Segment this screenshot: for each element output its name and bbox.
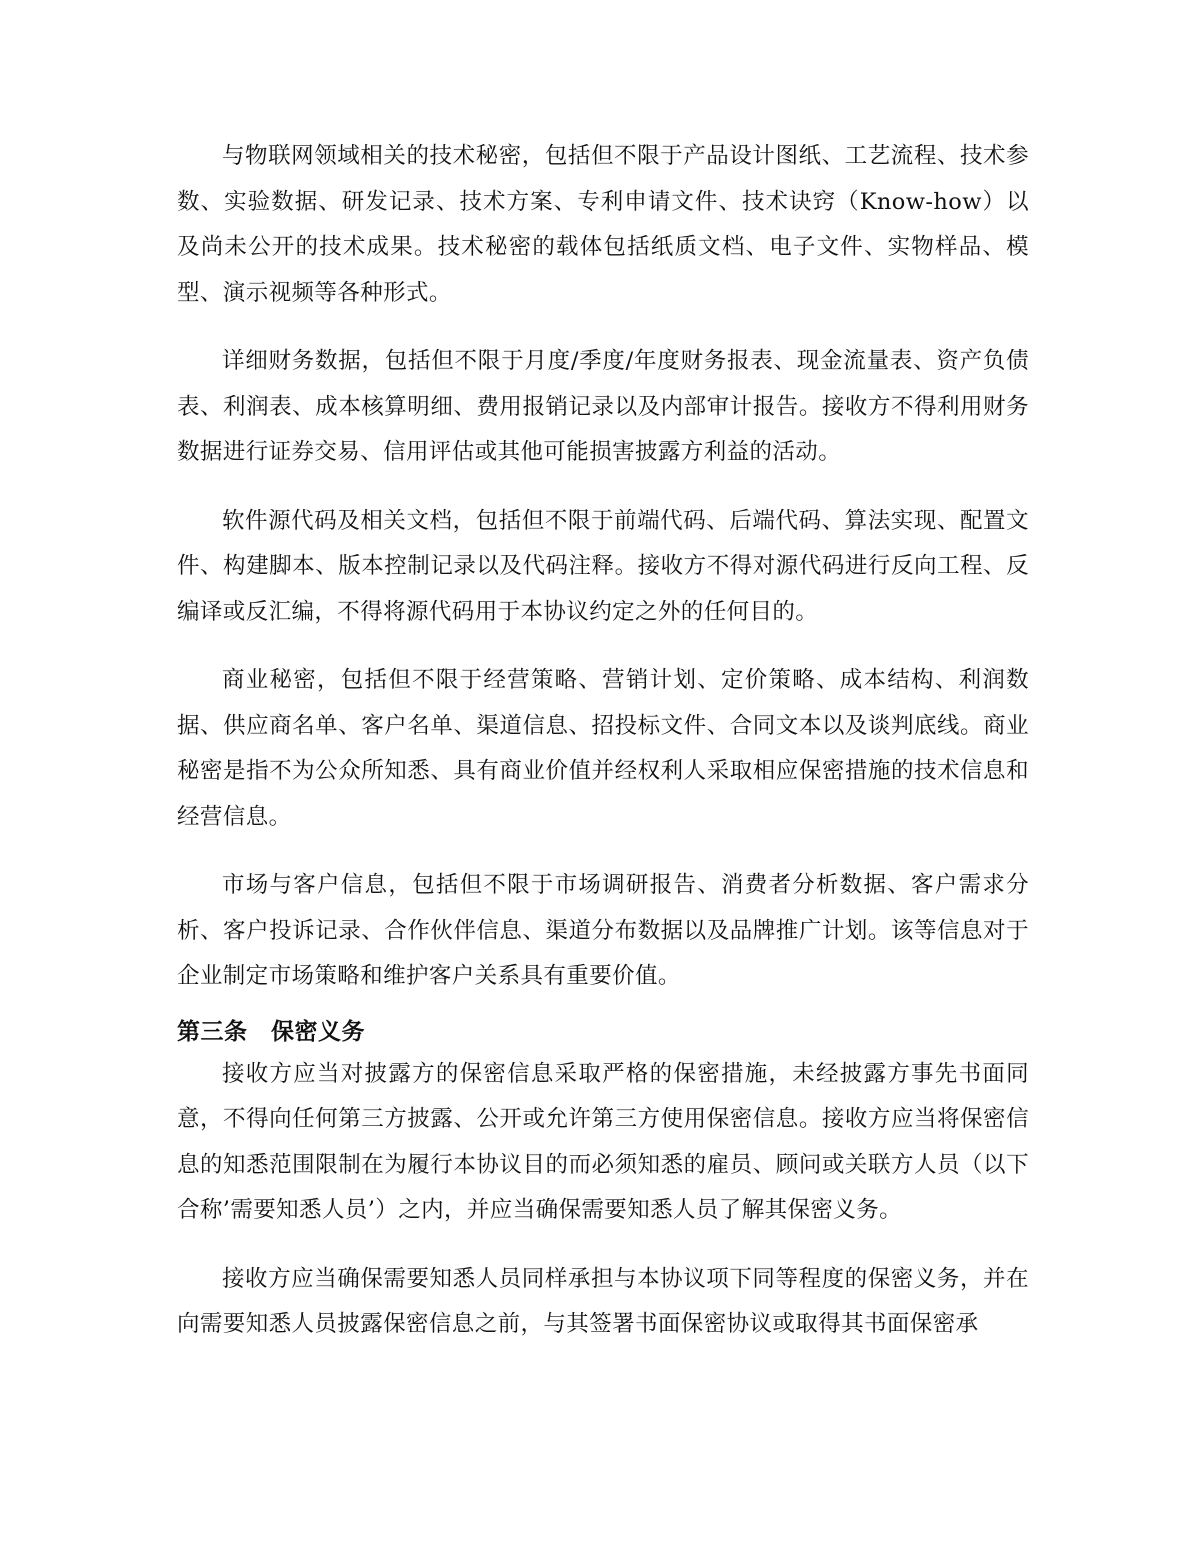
paragraph-technical-secrets: 与物联网领域相关的技术秘密，包括但不限于产品设计图纸、工艺流程、技术参数、实验数据、研发记录、技术方案、专利申请文件、技术诀窍（Know-how）以及尚未公开的技术成果。技术秘密的载体包括纸质文档、电子文件、实物样品、模型、演示视频等各种形式。 [177, 143, 1029, 306]
paragraph-financial-data: 详细财务数据，包括但不限于月度/季度/年度财务报表、现金流量表、资产负债表、利润表、成本核算明细、费用报销记录以及内部审计报告。接收方不得利用财务数据进行证券交易、信用评估或其他可能损害披露方利益的活动。 [177, 348, 1029, 465]
paragraph-source-code: 软件源代码及相关文档，包括但不限于前端代码、后端代码、算法实现、配置文件、构建脚本、版本控制记录以及代码注释。接收方不得对源代码进行反向工程、反编译或反汇编，不得将源代码用于本协议约定之外的任何目的。 [177, 507, 1029, 625]
paragraph-market-customer-info: 市场与客户信息，包括但不限于市场调研报告、消费者分析数据、客户需求分析、客户投诉记录、合作伙伴信息、渠道分布数据以及品牌推广计划。该等信息对于企业制定市场策略和维护客户关系具有重要价值。 [177, 872, 1029, 989]
paragraph-business-secrets: 商业秘密，包括但不限于经营策略、营销计划、定价策略、成本结构、利润数据、供应商名单、客户名单、渠道信息、招投标文件、合同文本以及谈判底线。商业秘密是指不为公众所知悉、具有商业价值并经权利人采取相应保密措施的技术信息和经营信息。 [177, 667, 1029, 830]
paragraph-confidentiality-obligation: 接收方应当对披露方的保密信息采取严格的保密措施，未经披露方事先书面同意，不得向任何第三方披露、公开或允许第三方使用保密信息。接收方应当将保密信息的知悉范围限制在为履行本协议目的而必须知悉的雇员、顾问或关联方人员（以下合称’需要知悉人员’）之内，并应当确保需要知悉人员了解其保密义务。 [177, 1060, 1029, 1223]
section-heading: 第三条 保密义务 [177, 1018, 365, 1045]
paragraph-need-to-know-personnel: 接收方应当确保需要知悉人员同样承担与本协议项下同等程度的保密义务，并在向需要知悉人员披露保密信息之前，与其签署书面保密协议或取得其书面保密承 [177, 1265, 1029, 1337]
document-page [177, 134, 1029, 1348]
